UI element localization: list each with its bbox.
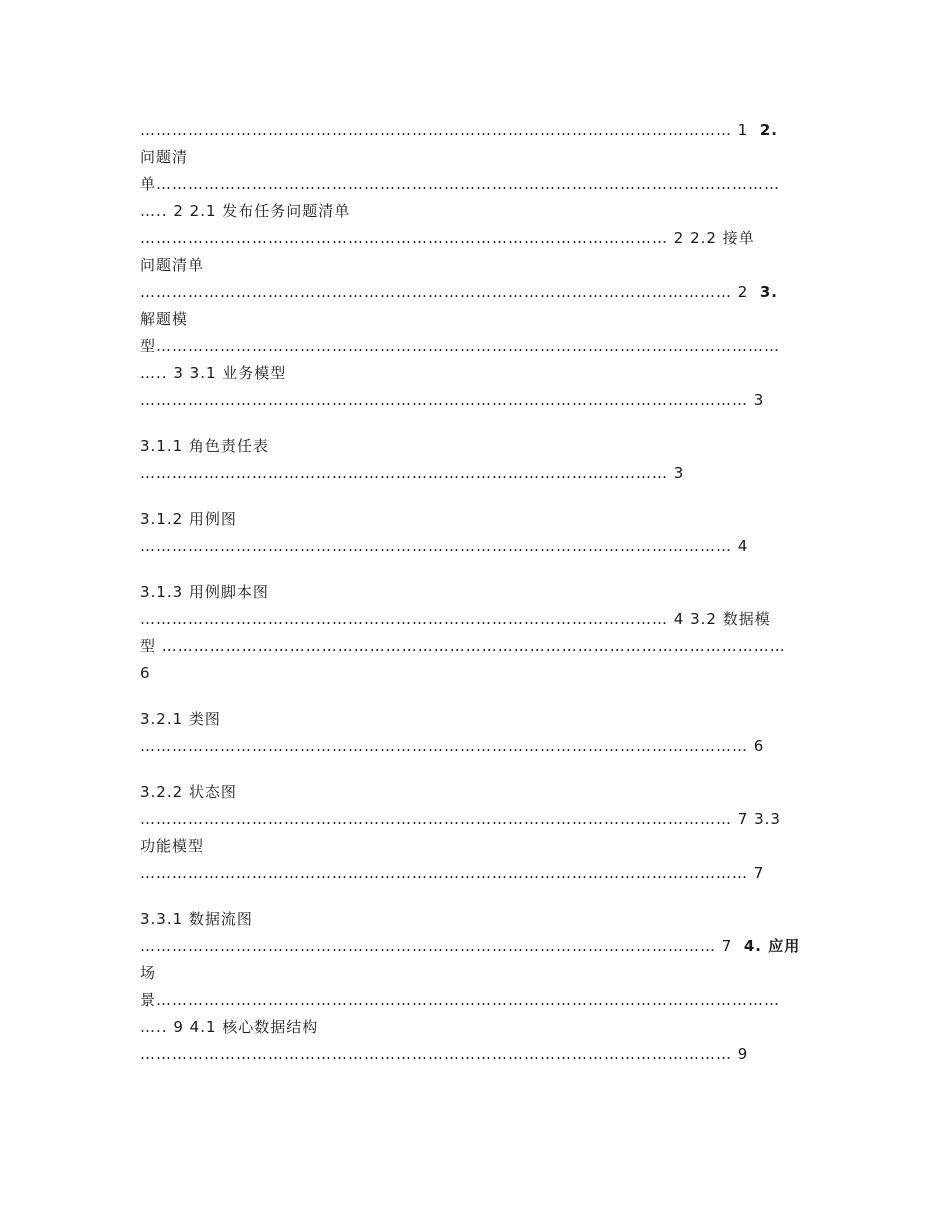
- section-title: 景: [140, 991, 157, 1009]
- toc-line: [140, 255, 204, 275]
- page-number: 2: [737, 283, 749, 301]
- dot-leader: ………………………………………………………………………………………………………: [156, 175, 781, 193]
- section-title: 2.1 发布任务问题清单: [189, 202, 351, 220]
- page-number: 3: [673, 464, 685, 482]
- page-number: 4: [737, 537, 749, 555]
- page-number: 2: [673, 229, 685, 247]
- dot-leader: ………………………………………………………………………………………: [140, 229, 668, 247]
- dot-leader: …………………………………………………………………………………………………: [140, 537, 732, 555]
- toc-line: [140, 390, 764, 410]
- section-number: 2.: [759, 121, 779, 139]
- toc-line: [140, 309, 188, 329]
- toc-line: [140, 782, 237, 802]
- page-number: 4: [673, 610, 685, 628]
- section-title: 型: [140, 337, 157, 355]
- section-title: 4.1 核心数据结构: [189, 1018, 319, 1036]
- page-number: 3: [173, 364, 184, 382]
- section-title: 功能模型: [140, 837, 205, 855]
- toc-line: [140, 1044, 748, 1064]
- page-number: 1: [737, 121, 749, 139]
- dot-leader: …………………………………………………………………………………………………: [140, 283, 732, 301]
- page-number: 7: [737, 810, 749, 828]
- toc-line: [140, 936, 800, 956]
- page-number: 7: [721, 937, 733, 955]
- toc-line: [140, 120, 778, 140]
- toc-line: [140, 147, 188, 167]
- section-title: 3.1 业务模型: [189, 364, 287, 382]
- toc-line: [140, 836, 204, 856]
- section-number: 4. 应用: [743, 937, 801, 955]
- section-title: 问题清: [140, 148, 189, 166]
- toc-line: [140, 736, 764, 756]
- dot-leader: ………………………………………………………………………………………: [140, 610, 668, 628]
- dot-leader: ………………………………………………………………………………………………………: [161, 637, 786, 655]
- page-number: 6: [753, 737, 765, 755]
- toc-line: [140, 709, 221, 729]
- section-title: 3.2.1 类图: [140, 710, 221, 728]
- toc-line: [140, 536, 748, 556]
- section-title: 单: [140, 175, 157, 193]
- dot-leader: ……………………………………………………………………………………………………: [140, 391, 748, 409]
- toc-line: [140, 863, 764, 883]
- toc-line: [140, 609, 771, 629]
- section-title: 2.2 接单: [690, 229, 755, 247]
- section-title: 场: [140, 964, 157, 982]
- section-title: 问题清单: [140, 256, 205, 274]
- page-number: 7: [753, 864, 765, 882]
- dot-leader: …………………………………………………………………………………………………: [140, 810, 732, 828]
- dot-leader: …………………………………………………………………………………………………: [140, 1045, 732, 1063]
- page-number: 2: [173, 202, 184, 220]
- dot-leader: …..: [140, 202, 168, 220]
- section-title: 3.1.3 用例脚本图: [140, 583, 269, 601]
- toc-line: [140, 201, 350, 221]
- section-title: 3.2.2 状态图: [140, 783, 237, 801]
- dot-leader: ………………………………………………………………………………………………………: [156, 991, 781, 1009]
- page-number: 9: [173, 1018, 184, 1036]
- dot-leader: ………………………………………………………………………………………………………: [156, 337, 781, 355]
- toc-line: [140, 990, 780, 1010]
- toc-line: [140, 963, 156, 983]
- dot-leader: …..: [140, 364, 168, 382]
- dot-leader: …………………………………………………………………………………………………: [140, 121, 732, 139]
- toc-line: [140, 363, 286, 383]
- dot-leader: ……………………………………………………………………………………………………: [140, 864, 748, 882]
- toc-line: [140, 228, 755, 248]
- toc-line: [140, 636, 786, 656]
- dot-leader: ………………………………………………………………………………………………: [140, 937, 716, 955]
- toc-line: [140, 582, 269, 602]
- page-number: 9: [737, 1045, 749, 1063]
- page-number: 6: [140, 664, 151, 682]
- section-title: 型: [140, 637, 157, 655]
- dot-leader: …..: [140, 1018, 168, 1036]
- toc-line: [140, 663, 151, 683]
- section-title: 3.1.1 角色责任表: [140, 437, 269, 455]
- toc-line: [140, 809, 781, 829]
- toc-line: [140, 909, 253, 929]
- toc-line: [140, 509, 237, 529]
- toc-line: [140, 463, 684, 483]
- toc-line: [140, 1017, 318, 1037]
- section-title: 3.3: [754, 810, 781, 828]
- section-title: 3.3.1 数据流图: [140, 910, 253, 928]
- section-title: 解题模: [140, 310, 189, 328]
- section-title: 3.1.2 用例图: [140, 510, 237, 528]
- page-number: 3: [753, 391, 765, 409]
- toc-line: [140, 436, 269, 456]
- dot-leader: ………………………………………………………………………………………: [140, 464, 668, 482]
- dot-leader: ……………………………………………………………………………………………………: [140, 737, 748, 755]
- toc-line: [140, 336, 780, 356]
- toc-line: [140, 174, 780, 194]
- section-number: 3.: [759, 283, 779, 301]
- toc-line: [140, 282, 778, 302]
- section-title: 3.2 数据模: [690, 610, 771, 628]
